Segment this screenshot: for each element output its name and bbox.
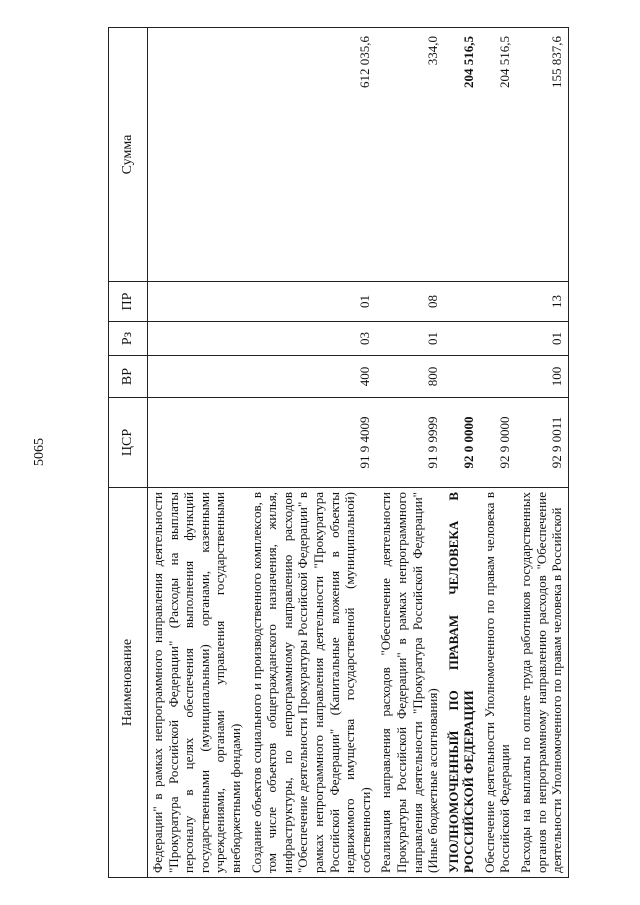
row-pr bbox=[444, 282, 480, 322]
row-sum: 204 516,5 bbox=[480, 28, 516, 282]
row-vr bbox=[480, 356, 516, 398]
row-csr: 92 0 0000 bbox=[444, 398, 480, 488]
row-rz bbox=[480, 322, 516, 356]
row-rz: 03 bbox=[247, 322, 377, 356]
row-rz bbox=[148, 322, 247, 356]
row-sum: 334,0 bbox=[376, 28, 443, 282]
row-sum: 155 837,6 bbox=[516, 28, 568, 282]
row-csr: 91 9 4009 bbox=[247, 398, 377, 488]
header-row bbox=[109, 28, 148, 878]
row-vr: 800 bbox=[376, 356, 443, 398]
table-row bbox=[247, 28, 377, 878]
page-number: 5065 bbox=[32, 438, 47, 466]
row-csr bbox=[148, 398, 247, 488]
row-rz: 01 bbox=[376, 322, 443, 356]
budget-table bbox=[108, 27, 569, 878]
header-name: Наименование bbox=[109, 488, 148, 878]
header-sum: Сумма bbox=[109, 28, 148, 282]
row-vr: 400 bbox=[247, 356, 377, 398]
header-vr: ВР bbox=[109, 356, 148, 398]
row-name: Расходы на выплаты по оплате труда работников государственных органов по непрограммному направлению расходов "Обеспечение деятельности Уполномоченного по правам человека в Российской bbox=[516, 488, 568, 878]
row-pr bbox=[148, 282, 247, 322]
row-name: Федерации" в рамках непрограммного направления деятельности "Прокуратура Российской Федерации" (Расходы на выплаты персоналу в целях обеспечения выполнения функций государственными (муниципальными) органами, казенными учреждениями, органами управления государственными внебюджетными фондами) bbox=[148, 488, 247, 878]
row-pr: 01 bbox=[247, 282, 377, 322]
row-rz bbox=[444, 322, 480, 356]
row-pr: 08 bbox=[376, 282, 443, 322]
budget-table-rotated bbox=[108, 28, 618, 878]
row-sum: 612 035,6 bbox=[247, 28, 377, 282]
table-row bbox=[376, 28, 443, 878]
row-csr: 92 9 0000 bbox=[480, 398, 516, 488]
row-vr bbox=[444, 356, 480, 398]
table-row bbox=[148, 28, 247, 878]
table-row bbox=[480, 28, 516, 878]
row-name: Реализация направления расходов "Обеспечение деятельности Прокуратуры Российской Федерации" в рамках непрограммного направления деятельности "Прокуратура Российской Федерации" (Иные бюджетные ассигнования) bbox=[376, 488, 443, 878]
row-name: Обеспечение деятельности Уполномоченного по правам человека в Российской Федерации bbox=[480, 488, 516, 878]
row-vr bbox=[148, 356, 247, 398]
header-rz: Рз bbox=[109, 322, 148, 356]
header-csr: ЦСР bbox=[109, 398, 148, 488]
table-row bbox=[444, 28, 480, 878]
row-pr: 13 bbox=[516, 282, 568, 322]
header-pr: ПР bbox=[109, 282, 148, 322]
row-csr: 91 9 9999 bbox=[376, 398, 443, 488]
row-sum: 204 516,5 bbox=[444, 28, 480, 282]
row-rz: 01 bbox=[516, 322, 568, 356]
row-name: Создание объектов социального и производственного комплексов, в том числе объектов общегражданского назначения, жилья, инфраструктуры, по непрограммному направлению расходов "Обеспечение деятельности Прокуратуры Российской Федерации" в рамках непрограммного направления деятельности "Прокуратура Российской Федерации" (Капитальные вложения в объекты недвижимого имущества государственной (муниципальной) собственности) bbox=[247, 488, 377, 878]
row-csr: 92 9 0011 bbox=[516, 398, 568, 488]
table-row bbox=[516, 28, 568, 878]
row-sum bbox=[148, 28, 247, 282]
row-name: УПОЛНОМОЧЕННЫЙ ПО ПРАВАМ ЧЕЛОВЕКА В РОССИЙСКОЙ ФЕДЕРАЦИИ bbox=[444, 488, 480, 878]
row-vr: 100 bbox=[516, 356, 568, 398]
row-pr bbox=[480, 282, 516, 322]
